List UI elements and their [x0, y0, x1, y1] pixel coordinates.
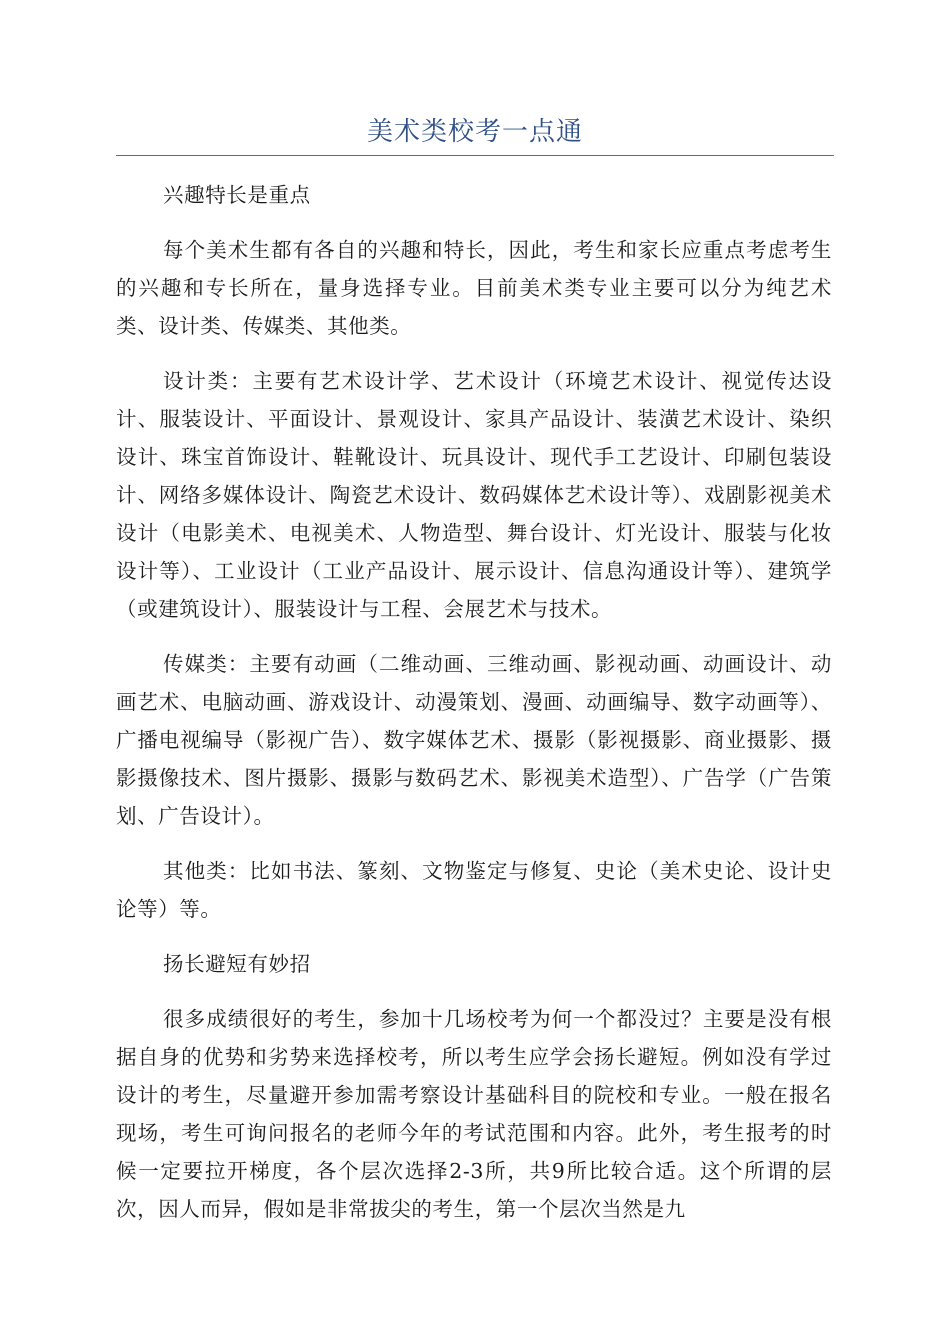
page-title: 美术类校考一点通: [366, 117, 583, 147]
paragraph-design-category: 设计类：主要有艺术设计学、艺术设计（环境艺术设计、视觉传达设计、服装设计、平面设计、景观设计、家具产品设计、装潢艺术设计、染织设计、珠宝首饰设计、鞋靴设计、玩具设计、现代手工艺设计、印刷包装设计、网络多媒体设计、陶瓷艺术设计、数码媒体艺术设计等）、戏剧影视美术设计（电影美术、电视美术、人物造型、舞台设计、灯光设计、服装与化妆设计等）、工业设计（工业产品设计、展示设计、信息沟通设计等）、建筑学（或建筑设计）、服装设计与工程、会展艺术与技术。: [116, 369, 832, 621]
paragraph-intro: 每个美术生都有各自的兴趣和特长，因此，考生和家长应重点考虑考生的兴趣和专长所在，量身选择专业。目前美术类专业主要可以分为纯艺术类、设计类、传媒类、其他类。: [116, 238, 832, 338]
document-body: [116, 176, 832, 1245]
paragraph-strategy: 很多成绩很好的考生，参加十几场校考为何一个都没过？主要是没有根据自身的优势和劣势来选择校考，所以考生应学会扬长避短。例如没有学过设计的考生，尽量避开参加需考察设计基础科目的院校和专业。一般在报名现场，考生可询问报名的老师今年的考试范围和内容。此外，考生报考的时候一定要拉开梯度，各个层次选择2-3所，共9所比较合适。这个所谓的层次，因人而异，假如是非常拔尖的考生，第一个层次当然是九: [116, 1007, 832, 1221]
title-underline: [116, 155, 834, 156]
paragraph-other-category: 其他类：比如书法、篆刻、文物鉴定与修复、史论（美术史论、设计史论等）等。: [116, 859, 832, 921]
paragraph-media-category: 传媒类：主要有动画（二维动画、三维动画、影视动画、动画设计、动画艺术、电脑动画、游戏设计、动漫策划、漫画、动画编导、数字动画等）、广播电视编导（影视广告）、数字媒体艺术、摄影（影视摄影、商业摄影、摄影摄像技术、图片摄影、摄影与数码艺术、影视美术造型）、广告学（广告策划、广告设计）。: [116, 652, 832, 828]
section-heading-strengths: 扬长避短有妙招: [163, 952, 311, 976]
section-heading-interest: 兴趣特长是重点: [163, 183, 311, 207]
